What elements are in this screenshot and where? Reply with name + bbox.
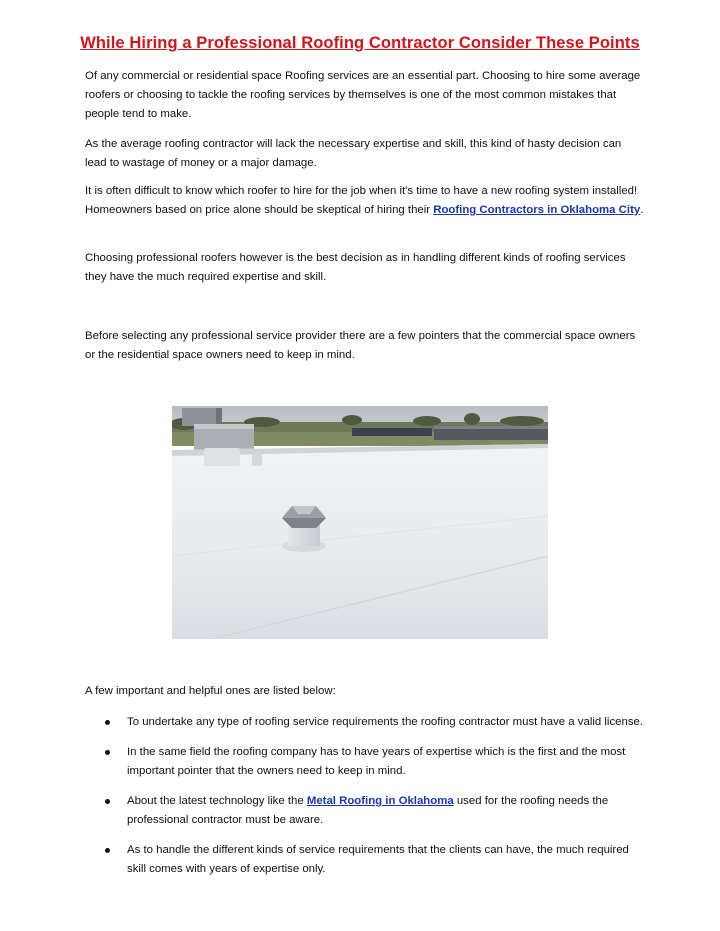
list-item-text: About the latest technology like the — [127, 795, 307, 807]
metal-roofing-link[interactable]: Metal Roofing in Oklahoma — [306, 795, 454, 807]
list-item — [85, 792, 645, 830]
bullet-icon — [105, 720, 110, 725]
list-item — [85, 841, 645, 879]
roofing-contractors-link[interactable]: Roofing Contractors in Oklahoma City — [433, 204, 641, 216]
roof-photo-illustration — [172, 406, 548, 639]
list-intro-paragraph: A few important and helpful ones are listed below: — [85, 685, 336, 697]
list-item — [85, 743, 645, 781]
expertise-paragraph: As the average roofing contractor will lack the necessary expertise and skill, this kind of hasty decision can lead to wastage of money or a major damage. — [85, 138, 622, 169]
bullet-icon — [105, 750, 110, 755]
pointers-list — [85, 713, 645, 890]
list-item-text: As to handle the different kinds of service requirements that the clients can have, the much required skill comes with years of expertise only. — [127, 844, 629, 875]
list-item — [85, 713, 645, 732]
list-item-text: To undertake any type of roofing service requirements the roofing contractor must have a valid license. — [127, 716, 644, 728]
list-item-text-end: used for the roofing needs the professional contractor must be aware. — [127, 795, 609, 826]
hiring-paragraph-text: It is often difficult to know which roofer to hire for the job when it's time to have a new roofing system installed! Homeowners based on price alone should be skeptical of hiring their — [85, 185, 638, 216]
pointers-paragraph: Before selecting any professional service provider there are a few pointers that the commercial space owners or the residential space owners need to keep in mind. — [85, 330, 636, 361]
hiring-paragraph — [85, 182, 645, 220]
list-item-text: In the same field the roofing company has to have years of expertise which is the first and the most important pointer that the owners need to keep in mind. — [127, 746, 626, 777]
bullet-icon — [105, 799, 110, 804]
roof-photo — [172, 406, 548, 639]
intro-paragraph: Of any commercial or residential space Roofing services are an essential part. Choosing to hire some average roofers or choosing to tackle the roofing services by themselves is one of the most common mistakes that people tend to make. — [85, 70, 641, 120]
bullet-icon — [105, 848, 110, 853]
professional-roofers-paragraph: Choosing professional roofers however is the best decision as in handling different kinds of roofing services they have the much required expertise and skill. — [85, 252, 626, 283]
hiring-paragraph-end: . — [640, 204, 644, 216]
page-title: While Hiring a Professional Roofing Contractor Consider These Points — [80, 34, 640, 52]
